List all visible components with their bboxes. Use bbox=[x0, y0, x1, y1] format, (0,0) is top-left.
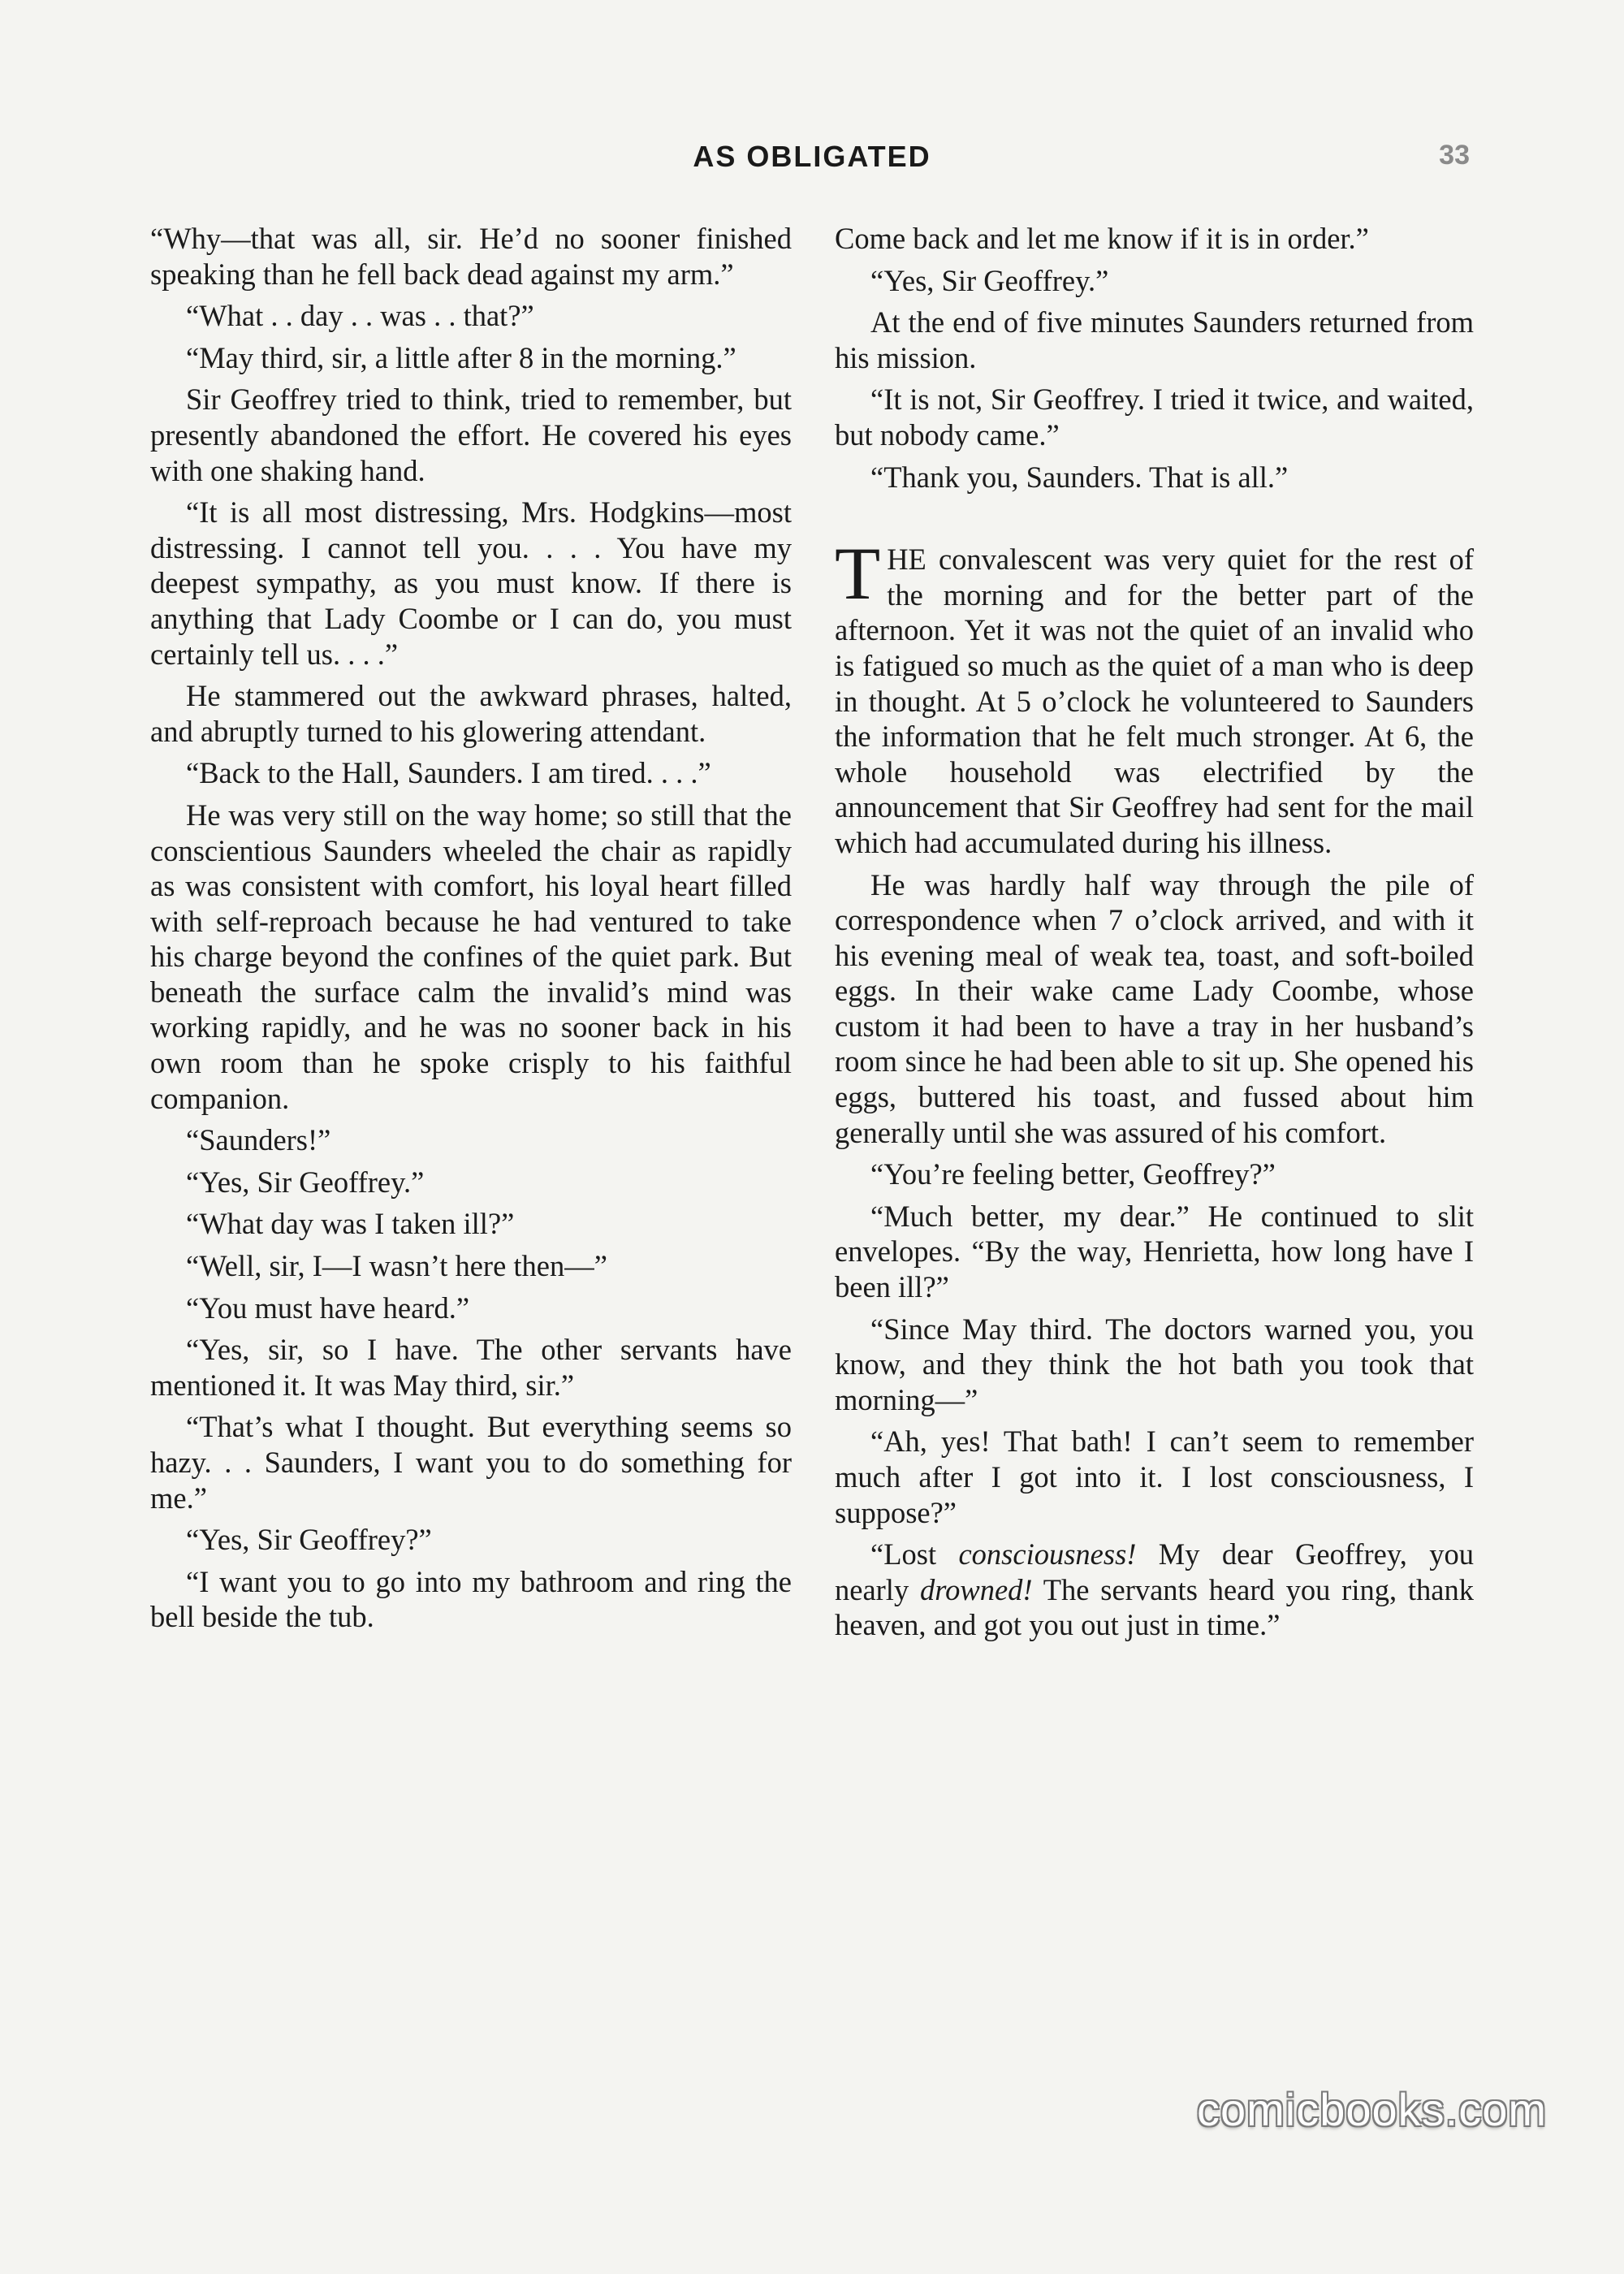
section-break bbox=[835, 501, 1474, 542]
paragraph: “Why—that was all, sir. He’d no sooner finished speaking than he fell back dead against my arm.” bbox=[150, 222, 792, 291]
text-run: “Lost bbox=[870, 1537, 959, 1571]
paragraph: “Yes, sir, so I have. The other servants have mentioned it. It was May third, sir.” bbox=[150, 1333, 792, 1402]
paragraph: “Back to the Hall, Saunders. I am tired. . . .” bbox=[186, 756, 711, 790]
paragraph: “Saunders!” bbox=[186, 1123, 331, 1157]
paragraph: “What day was I taken ill?” bbox=[186, 1207, 515, 1241]
running-title: AS OBLIGATED bbox=[693, 140, 931, 173]
paragraph: “Ah, yes! That bath! I can’t seem to remember much after I got into it. I lost consciousness, I suppose?” bbox=[835, 1424, 1474, 1529]
left-column bbox=[150, 221, 792, 1641]
paragraph: He stammered out the awkward phrases, halted, and abruptly turned to his glowering attendant. bbox=[150, 679, 792, 748]
paragraph: “You’re feeling better, Geoffrey?” bbox=[870, 1157, 1276, 1191]
emphasis: drowned! bbox=[920, 1572, 1033, 1606]
section-opening-text: HE convalescent was very quiet for the rest of the morning and for the better part of the afternoon. Yet it was not the quiet of an invalid who is fatigued so much as the quiet of a man who is deep in thought. At 5 o’clock he volunteered to Saunders the information that he felt much stronger. At 6, the whole household was electrified by the announcement that Sir Geoffrey had sent for the mail which had accumulated during his illness. bbox=[835, 543, 1474, 859]
paragraph: “Yes, Sir Geoffrey.” bbox=[870, 263, 1109, 297]
page-header bbox=[0, 140, 1624, 180]
text-run: The servants heard you ring, thank heaven, and got you out just in time.” bbox=[835, 1572, 1474, 1642]
paragraph: He was very still on the way home; so still that the conscientious Saunders wheeled the chair as rapidly as was consistent with comfort, his loyal heart filled with self-reproach because he had ventured to take his charge beyond the confines of the quiet park. But beneath the surface calm the invalid’s mind was working rapidly, and he was no sooner back in his own room than he spoke crisply to his faithful companion. bbox=[150, 798, 792, 1115]
paragraph: “Well, sir, I—I wasn’t here then—” bbox=[186, 1249, 607, 1283]
paragraph: “You must have heard.” bbox=[186, 1290, 470, 1325]
paragraph: “Much better, my dear.” He continued to slit envelopes. “By the way, Henrietta, how long have I been ill?” bbox=[835, 1199, 1474, 1304]
watermark: comicbooks.com bbox=[1196, 2084, 1547, 2135]
paragraph: “I want you to go into my bathroom and ring the bell beside the tub. bbox=[150, 1564, 792, 1634]
section-opening-paragraph bbox=[835, 532, 1474, 860]
paragraph: “Thank you, Saunders. That is all.” bbox=[870, 460, 1289, 494]
right-column bbox=[835, 221, 1474, 1649]
drop-cap: T bbox=[835, 532, 881, 616]
paragraph: Come back and let me know if it is in order.” bbox=[835, 222, 1369, 255]
paragraph: Sir Geoffrey tried to think, tried to remember, but presently abandoned the effort. He covered his eyes with one shaking hand. bbox=[150, 383, 792, 487]
paragraph: “Yes, Sir Geoffrey?” bbox=[186, 1523, 432, 1557]
paragraph: He was hardly half way through the pile of correspondence when 7 o’clock arrived, and with it his evening meal of weak tea, toast, and soft-boiled eggs. In their wake came Lady Coombe, whose custom it had been to have a tray in her husband’s room since he had been able to sit up. She opened his eggs, buttered his toast, and fussed about him generally until she was assured of his comfort. bbox=[835, 867, 1474, 1149]
paragraph: “What . . day . . was . . that?” bbox=[186, 299, 534, 333]
paragraph: “May third, sir, a little after 8 in the morning.” bbox=[186, 340, 736, 374]
paragraph: “Since May third. The doctors warned you, you know, and they think the hot bath you took that morning—” bbox=[835, 1312, 1474, 1416]
paragraph: “It is all most distressing, Mrs. Hodgkins—most distressing. I cannot tell you. . . . You have my deepest sympathy, as you must know. If there is anything that Lady Coombe or I can do, you must certainly tell us. . . .” bbox=[150, 495, 792, 671]
paragraph bbox=[835, 1537, 1474, 1643]
emphasis: consciousness! bbox=[958, 1537, 1137, 1571]
paragraph: At the end of five minutes Saunders returned from his mission. bbox=[835, 305, 1474, 374]
paragraph: “That’s what I thought. But everything seems so hazy. . . Saunders, I want you to do something for me.” bbox=[150, 1410, 792, 1515]
paragraph: “It is not, Sir Geoffrey. I tried it twice, and waited, but nobody came.” bbox=[835, 383, 1474, 452]
text-run: My dear Geoffrey, you nearly bbox=[835, 1537, 1474, 1606]
paragraph: “Yes, Sir Geoffrey.” bbox=[186, 1165, 425, 1199]
page-number: 33 bbox=[1439, 140, 1470, 171]
